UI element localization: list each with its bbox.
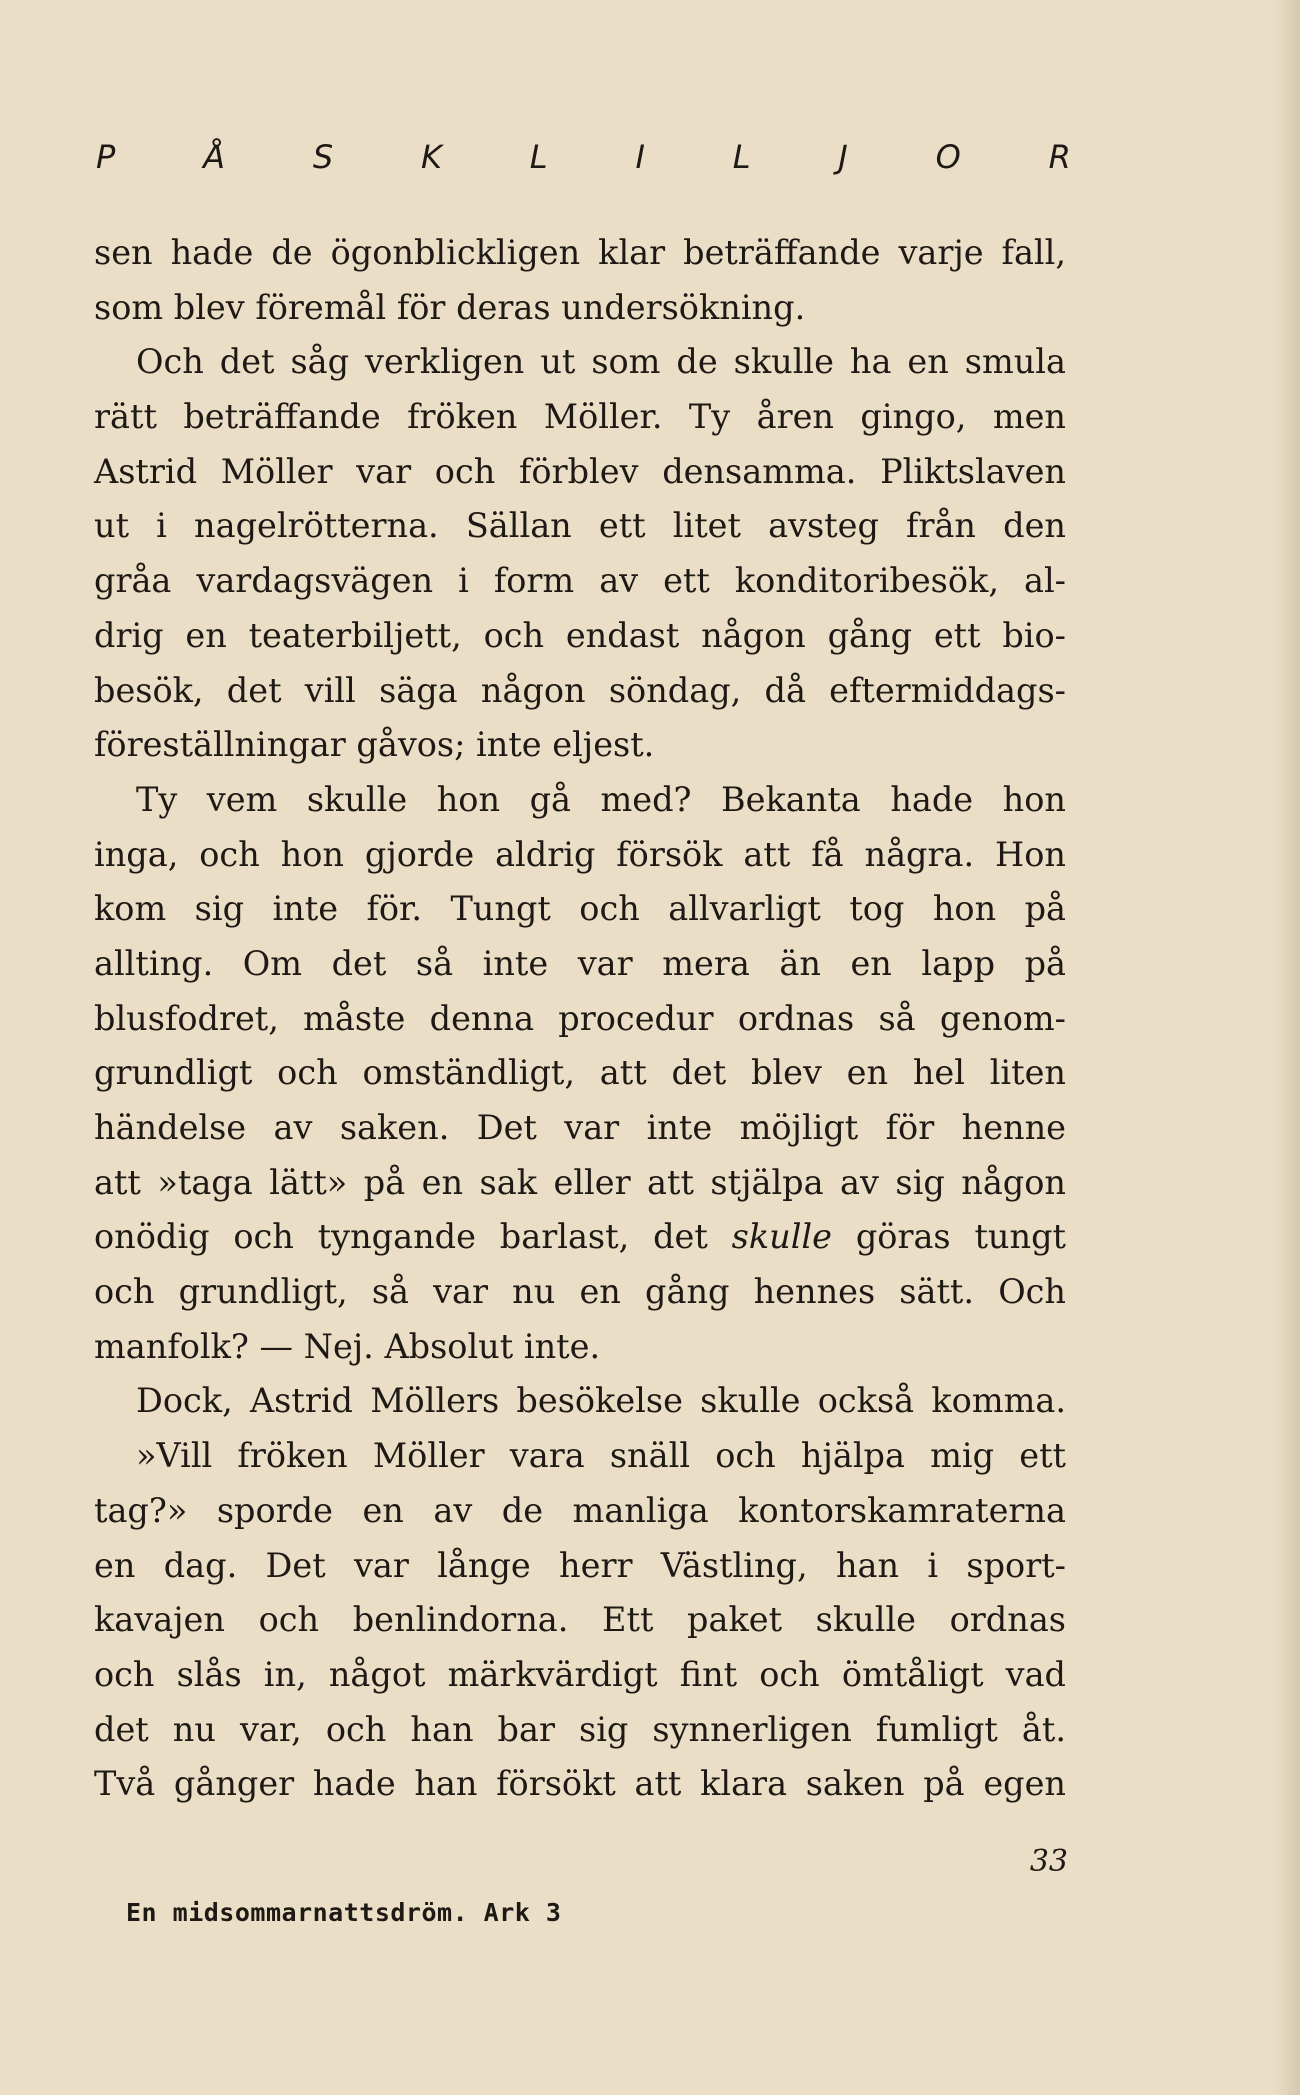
text-line: Och det såg verkligen ut som de skulle ha en smula — [136, 342, 1066, 382]
running-head-letter: Å — [203, 138, 226, 176]
text-line: »Vill fröken Möller vara snäll och hjälpa mig ett — [136, 1436, 1066, 1476]
running-head-letter: I — [635, 138, 645, 176]
text-line: som blev föremål för deras undersökning. — [94, 287, 806, 327]
running-head-letter: S — [312, 138, 334, 176]
text-line: Ty vem skulle hon gå med? Bekanta hade hon — [136, 779, 1066, 819]
running-head-letter: L — [732, 138, 751, 176]
running-head-letter: L — [529, 138, 548, 176]
text-line: kom sig inte för. Tungt och allvarligt tog hon på — [94, 889, 1066, 929]
text-line: gråa vardagsvägen i form av ett konditoribesök, al- — [94, 561, 1066, 601]
emphasized-word: skulle — [731, 1217, 832, 1257]
text-line: besök, det vill säga någon söndag, då eftermiddags- — [94, 670, 1066, 710]
text-line: att »taga lätt» på en sak eller att stjälpa av sig någon — [94, 1162, 1066, 1202]
text-line: rätt beträffande fröken Möller. Ty åren gingo, men — [94, 397, 1066, 437]
body-text — [94, 226, 1066, 1812]
text-line: händelse av saken. Det var inte möjligt för henne — [94, 1108, 1066, 1147]
running-head-letter: R — [1048, 138, 1071, 176]
running-head-letter: K — [420, 138, 442, 176]
text-line: en dag. Det var långe herr Västling, han i sport- — [94, 1545, 1066, 1585]
running-head-letter: O — [935, 138, 961, 176]
page-edge-shadow — [1274, 0, 1300, 2095]
text-segment: onödig och tyngande barlast, det — [94, 1217, 732, 1257]
page-number: 33 — [1029, 1844, 1068, 1879]
text-line: grundligt och omständligt, att det blev en hel liten — [94, 1053, 1066, 1093]
printer-signature: En midsommarnattsdröm. Ark 3 — [126, 1898, 562, 1927]
text-line: Dock, Astrid Möllers besökelse skulle också komma. — [136, 1381, 1066, 1421]
text-segment: göras tungt — [831, 1217, 1066, 1257]
text-line: Två gånger hade han försökt att klara saken på egen — [94, 1764, 1066, 1804]
text-line: Astrid Möller var och förblev densamma. Pliktslaven — [94, 451, 1066, 491]
text-line — [94, 1210, 1066, 1265]
text-line: tag?» sporde en av de manliga kontorskamraterna — [94, 1490, 1066, 1530]
text-line: blusfodret, måste denna procedur ordnas så genom- — [94, 998, 1066, 1038]
text-line: allting. Om det så inte var mera än en lapp på — [94, 943, 1066, 983]
running-head-letter: J — [838, 138, 848, 176]
text-line: manfolk? — Nej. Absolut inte. — [94, 1326, 601, 1366]
text-line: inga, och hon gjorde aldrig försök att få några. Hon — [94, 834, 1066, 874]
text-line: föreställningar gåvos; inte eljest. — [94, 725, 655, 765]
text-line: och grundligt, så var nu en gång hennes sätt. Och — [94, 1272, 1066, 1312]
text-line: kavajen och benlindorna. Ett paket skulle ordnas — [94, 1600, 1066, 1640]
text-line: det nu var, och han bar sig synnerligen fumligt åt. — [94, 1709, 1066, 1749]
running-head-letter: P — [96, 138, 116, 176]
text-line: och slås in, något märkvärdigt fint och ömtåligt vad — [94, 1654, 1066, 1694]
text-line: sen hade de ögonblickligen klar beträffande varje fall, — [94, 233, 1066, 272]
text-line: drig en teaterbiljett, och endast någon gång ett bio- — [94, 615, 1066, 655]
running-head — [96, 138, 1071, 176]
text-line: ut i nagelrötterna. Sällan ett litet avsteg från den — [94, 506, 1066, 546]
